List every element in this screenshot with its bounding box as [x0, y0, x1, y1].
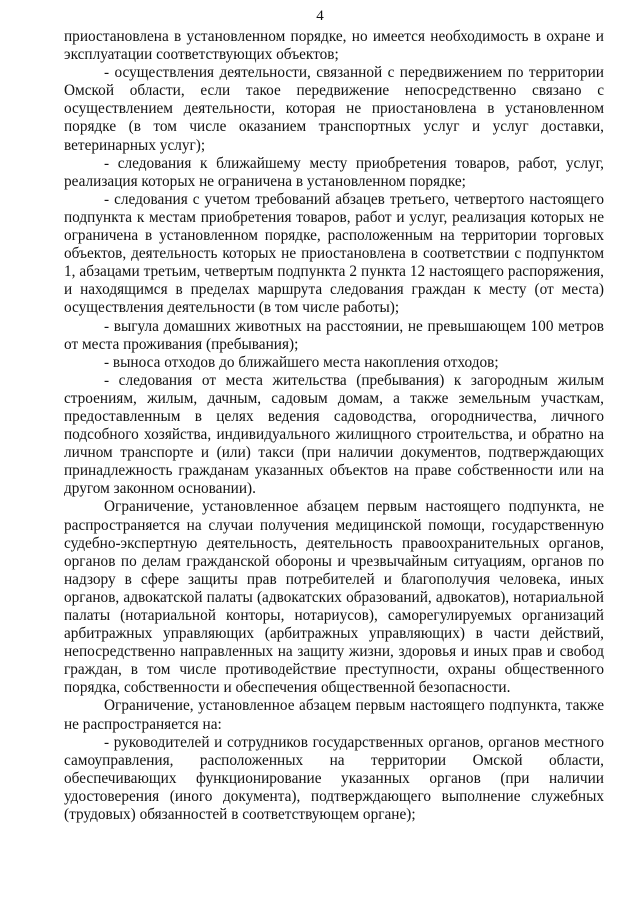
list-item-waste: - выноса отходов до ближайшего места накопления отходов; [104, 353, 499, 371]
list-item-officials: - руководителей и сотрудников государственных органов, органов местного самоуправления, расположенных на территории Омской области, обеспечивающих функционирование указанных органов (при наличии удостоверения (иного документа), подтверждающего выполнение служебных (трудовых) обязанностей в соответствующем органе); [64, 733, 604, 824]
list-item-movement: - осуществления деятельности, связанной с передвижением по территории Омской области, если такое передвижение непосредственно связано с осуществлением деятельности, которая не приостановлена в установленном порядке (в том числе оказанием транспортных услуг и услуг доставки, ветеринарных услуг); [64, 64, 604, 154]
page-number: 4 [316, 8, 324, 24]
list-item-country-house: - следования от места жительства (пребывания) к загородным жилым строениям, жилым, дачным, садовым домам, а также земельным участкам, предоставленным в целях ведения садоводства, огородничества, личного подсобного хозяйства, индивидуального жилищного строительства, и обратно на личном транспорте и (или) такси (при наличии документов, подтверждающих принадлежность гражданам указанных объектов на праве собственности или на другом законном основании). [64, 371, 604, 498]
paragraph-exceptions: Ограничение, установленное абзацем первым настоящего подпункта, не распространяется на случаи получения медицинской помощи, государственную судебно-экспертную деятельность, деятельность правоохранительных органов, органов по делам гражданской обороны и чрезвычайным ситуациям, органов по надзору в сфере защиты прав потребителей и благополучия человека, иных органов, адвокатской палаты (адвокатских образований, адвокатов), нотариальной палаты (нотариальной конторы, нотариусов), саморегулируемых организаций арбитражных управляющих (арбитражных управляющих) в части действий, непосредственно направленных на защиту жизни, здоровья и иных прав и свобод граждан, в том числе противодействие преступности, охраны общественного порядка, собственности и обеспечения общественной безопасности. [64, 498, 604, 697]
document-body [64, 28, 604, 824]
paragraph-also-exceptions: Ограничение, установленное абзацем первым настоящего подпункта, также не распространяется на: [64, 697, 604, 733]
list-item-pet-walking: - выгула домашних животных на расстоянии, не превышающем 100 метров от места проживания (пребывания); [64, 317, 604, 353]
list-item-trade-objects: - следования с учетом требований абзацев третьего, четвертого настоящего подпункта к местам приобретения товаров, работ и услуг, реализация которых не ограничена в установленном порядке, расположенным на территории торговых объектов, деятельность которых не приостановлена в соответствии с подпунктом 1, абзацами третьим, четвертым подпункта 2 пункта 12 настоящего распоряжения, и находящимся в пределах маршрута следования граждан к месту (от места) осуществления деятельности (в том числе работы); [64, 190, 604, 317]
list-item-nearest-store: - следования к ближайшему месту приобретения товаров, работ, услуг, реализация которых не ограничена в установленном порядке; [64, 154, 604, 190]
paragraph-continuation: приостановлена в установленном порядке, но имеется необходимость в охране и эксплуатации соответствующих объектов; [64, 28, 604, 64]
